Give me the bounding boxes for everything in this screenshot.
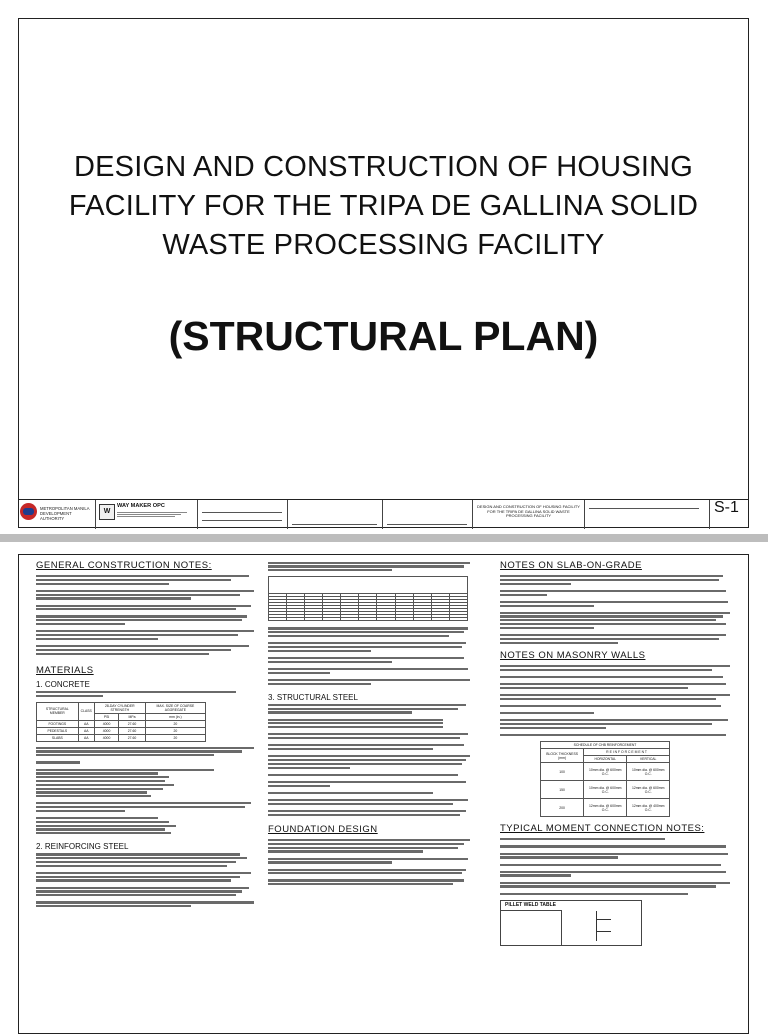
steel-grade-table [268,576,468,621]
materials-title: MATERIALS [36,664,94,676]
general-notes-title: GENERAL CONSTRUCTION NOTES: [36,560,212,571]
table-row: SLABS AA 4000 27.60 20 [37,734,206,741]
project-line-3: PROCESSING FACILITY [505,513,552,519]
table-row: FOOTINGS AA 4000 27.60 20 [37,720,206,727]
designer-cell [288,500,383,529]
table-subheader: PSI [94,713,119,720]
project-cell [473,500,585,529]
contractor-logo-icon: W [99,504,115,520]
table-subheader: mm (in.) [145,713,205,720]
moment-connection-title: TYPICAL MOMENT CONNECTION NOTES: [500,823,705,835]
masonry-walls-title: NOTES ON MASONRY WALLS [500,649,646,661]
table-header: BLOCK THICKNESS (mm) [541,749,584,763]
sheet-number: S-1 [714,500,739,516]
reinforcing-title: 2. REINFORCING STEEL [36,842,129,852]
concrete-strength-table [36,702,206,742]
foundation-design-title: FOUNDATION DESIGN [268,824,378,835]
title-block [18,499,749,529]
pillet-weld-table [500,900,642,946]
table-subheader: MPa [119,713,145,720]
table-header: R E I N F O R C E M E N T [584,749,670,756]
cover-border [18,18,749,528]
agency-cell [18,500,96,529]
pillet-weld-title: PILLET WELD TABLE [505,901,557,908]
title-line-2: FACILITY FOR THE TRIPA DE GALLINA SOLID [68,190,699,222]
notes-column-3 [500,560,735,946]
project-title [18,148,749,265]
project-line-1: DESIGN AND CONSTRUCTION OF HOUSING FACILITY [477,504,580,509]
chb-reinforcement-table [540,741,670,817]
title-line-1: DESIGN AND CONSTRUCTION OF HOUSING [73,151,694,183]
table-row: 150 10mm dia. @ 600mm O.C. 12mm dia. @ 600mm O.C. [541,781,670,799]
agency-line-2: DEVELOPMENT AUTHORITY [40,511,72,521]
notes-sheet [0,542,768,1024]
table-title: SCHEDULE OF CHB REINFORCEMENT [541,742,670,749]
table-header: STRUCTURAL MEMBER [37,702,79,720]
structural-steel-title: 3. STRUCTURAL STEEL [268,692,358,702]
contractor-name: WAY MAKER OPC [117,503,165,509]
table-row: PEDESTALS AA 4000 27.60 20 [37,727,206,734]
title-line-3: WASTE PROCESSING FACILITY [162,229,605,261]
table-header: VERTICAL [627,756,670,763]
plan-subtitle: (STRUCTURAL PLAN) [168,313,599,359]
table-header: CLASS [78,702,94,720]
page-divider [0,534,768,542]
stamp-cell [198,500,288,529]
approval-cell [383,500,473,529]
agency-line-1: METROPOLITAN MANILA [40,506,90,511]
table-row: 200 12mm dia. @ 600mm O.C. 12mm dia. @ 400mm O.C. [541,799,670,817]
sheet-contents-cell [585,500,710,529]
notes-column-1 [36,560,258,912]
table-header: MAX. SIZE OF COARSE AGGREGATE [145,702,205,713]
sheet-number-cell [710,500,749,529]
concrete-title: 1. CONCRETE [36,679,90,689]
table-header: 28-DAY CYLINDER STRENGTH [94,702,145,713]
contractor-cell [96,500,198,529]
mmda-logo-icon [20,503,37,520]
project-line-2: FOR THE TRIPA DE GALLINA SOLID WASTE [487,508,570,514]
table-row: 100 10mm dia. @ 600mm O.C. 10mm dia. @ 600mm O.C. [541,763,670,781]
notes-column-2 [268,560,474,890]
slab-on-grade-title: NOTES ON SLAB-ON-GRADE [500,560,642,571]
table-header: HORIZONTAL [584,756,627,763]
